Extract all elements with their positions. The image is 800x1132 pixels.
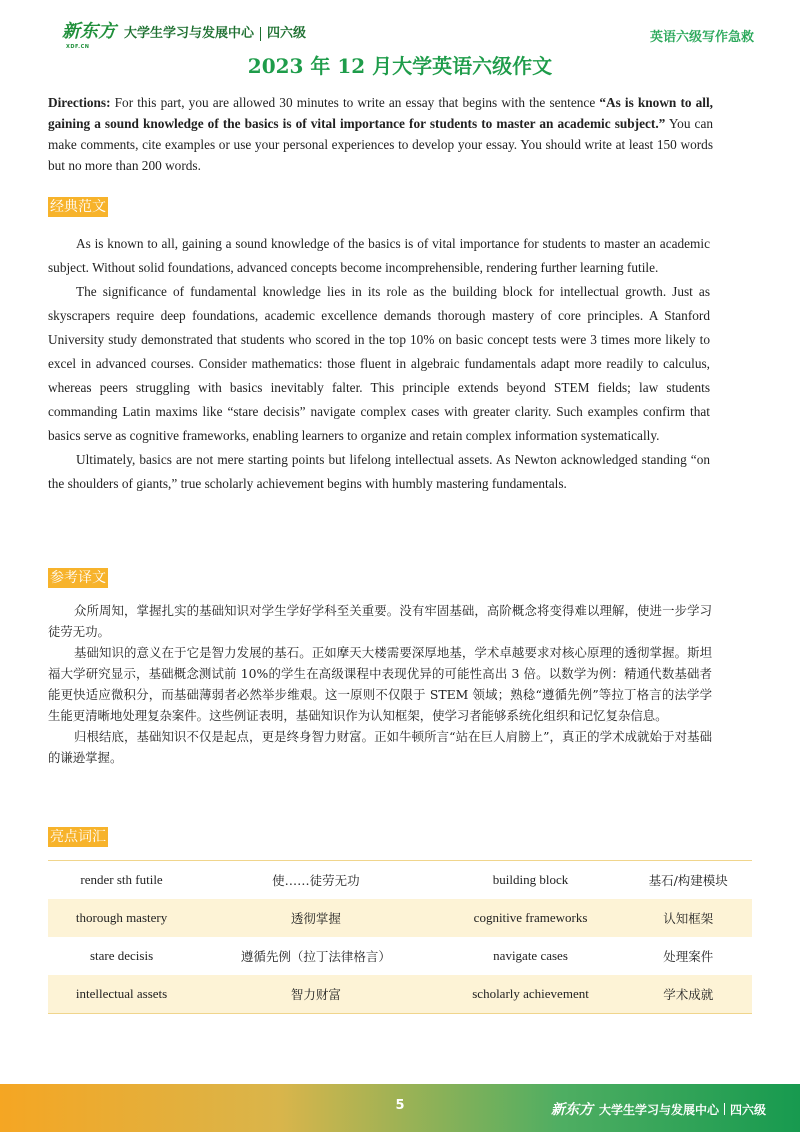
directions-prompt: “As is known to all, gaining a sound knowledge of the basics is of vital importance for students to master an academic subject.”	[48, 95, 714, 131]
directions-text-2: You can make comments, cite examples or use your personal experiences to develop your essay. You should write at least 150 words but no more than 200 words.	[48, 116, 713, 173]
section-label-translation: 参考译文	[50, 570, 106, 586]
table-row	[48, 975, 752, 1014]
vocab-zh: 透彻掌握	[195, 899, 437, 937]
vocabulary-table	[48, 860, 752, 1014]
footer-logo-mark: 新东方	[550, 1102, 593, 1118]
page-title: 2023 年 12 月大学英语六级作文	[247, 54, 553, 78]
logo-text	[124, 22, 306, 41]
section-label-model-essay: 经典范文	[50, 199, 106, 215]
footer-logo-text: 大学生学习与发展中心	[598, 1102, 719, 1117]
vocab-en: render sth futile	[80, 872, 163, 887]
essay-paragraph: As is known to all, gaining a sound knowledge of the basics is of vital importance for students to master an academic subject. Without solid foundations, advanced concepts become incomprehensible, rendering further learning futile.	[48, 236, 710, 275]
vocab-en: building block	[492, 872, 569, 887]
table-row	[48, 937, 752, 975]
vocab-zh: 认知框架	[624, 899, 752, 937]
vocab-zh: 学术成就	[624, 975, 752, 1014]
vocab-en: navigate cases	[493, 948, 568, 963]
translation-paragraph: 归根结底，基础知识不仅是起点，更是终身智力财富。正如牛顿所言“站在巨人肩膀上”，真正的学术成就始于对基础的谦逊掌握。	[48, 729, 712, 765]
logo-org-name: 大学生学习与发展中心	[124, 26, 255, 41]
vocab-en: intellectual assets	[48, 975, 195, 1014]
vocab-zh: 基石/构建模块	[648, 873, 728, 888]
page-footer	[0, 1084, 800, 1132]
logo-badge: 四六级	[267, 26, 307, 41]
directions-text-1: For this part, you are allowed 30 minutes to write an essay that begins with the sentence	[110, 95, 600, 110]
section-label-vocabulary: 亮点词汇	[50, 829, 106, 845]
reference-translation	[48, 600, 712, 768]
series-title: 英语六级写作急救	[649, 30, 754, 45]
translation-paragraph: 众所周知，掌握扎实的基础知识对学生学好学科至关重要。没有牢固基础，高阶概念将变得难以理解，使进一步学习徒劳无功。	[48, 603, 712, 639]
vocab-zh: 处理案件	[663, 949, 714, 964]
vocab-zh: 使……徒劳无功	[272, 873, 360, 888]
table-row	[48, 861, 752, 900]
logo-divider	[260, 27, 261, 41]
translation-paragraph: 基础知识的意义在于它是智力发展的基石。正如摩天大楼需要深厚地基，学术卓越要求对核心原理的透彻掌握。斯坦福大学研究显示，基础概念测试前 10%的学生在高级课程中表现优异的可能性高出 3 倍。以数学为例：精通代数基础者能更快适应微积分，而基础薄弱者必然举步维艰。这一原则不仅限于 STEM 领域；熟稔“遵循先例”等拉丁格言的法学学生能更清晰地处理复杂案件。这些例证表明，基础知识作为认知框架，使学习者能够系统化组织和记忆复杂信息。	[48, 645, 712, 723]
vocab-en: scholarly achievement	[437, 975, 625, 1014]
page-number: 5	[395, 1098, 405, 1113]
footer-logo-divider	[724, 1103, 725, 1115]
vocab-en: stare decisis	[89, 948, 154, 963]
directions-label: Directions:	[48, 95, 111, 110]
vocab-zh: 遵循先例（拉丁法律格言）	[240, 949, 391, 964]
model-essay	[48, 232, 710, 496]
logo-mark-text: 新东方	[62, 20, 116, 42]
logo-mark	[62, 20, 116, 50]
directions	[48, 92, 713, 176]
vocab-en: thorough mastery	[48, 899, 195, 937]
essay-paragraph: Ultimately, basics are not mere starting points but lifelong intellectual assets. As Newton acknowledged standing “on the shoulders of giants,” true scholarly achievement begins with humbly mastering fundamentals.	[48, 452, 710, 491]
page-header	[62, 18, 754, 48]
brand-logo	[62, 20, 307, 50]
vocab-zh: 智力财富	[195, 975, 437, 1014]
footer-logo-badge: 四六级	[729, 1102, 766, 1117]
footer-logo	[551, 1099, 766, 1119]
vocab-en: cognitive frameworks	[437, 899, 625, 937]
essay-paragraph: The significance of fundamental knowledge lies in its role as the building block for intellectual growth. Just as skyscrapers require deep foundations, academic excellence demands thorough mastery of core principles. A Stanford University study demonstrated that students who scored in the top 10% on basic concept tests were 3 times more likely to excel in advanced courses. Consider mathematics: those fluent in algebraic fundamentals adapt more readily to calculus, whereas peers struggling with basics inevitably falter. This principle extends beyond STEM fields; law students commanding Latin maxims like “stare decisis” navigate complex cases with greater clarity. Such examples confirm that basics serve as cognitive frameworks, enabling learners to organize and retain complex information systematically.	[48, 284, 710, 443]
table-row	[48, 899, 752, 937]
logo-sub-text: XDF.CN	[66, 43, 90, 50]
